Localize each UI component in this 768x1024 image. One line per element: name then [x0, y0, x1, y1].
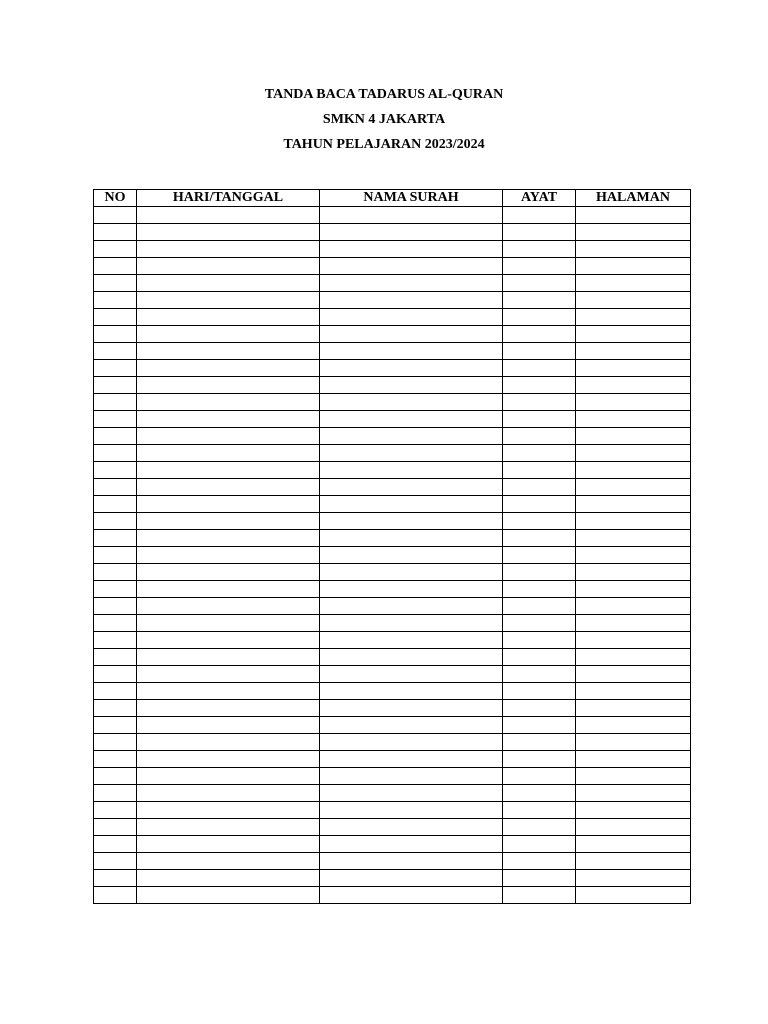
cell-surah[interactable] — [320, 700, 503, 717]
cell-no[interactable] — [94, 411, 137, 428]
cell-surah[interactable] — [320, 785, 503, 802]
cell-ayat[interactable] — [503, 462, 576, 479]
cell-surah[interactable] — [320, 717, 503, 734]
cell-no[interactable] — [94, 445, 137, 462]
cell-date[interactable] — [137, 751, 320, 768]
document-title: TANDA BACA TADARUS AL-QURAN — [264, 87, 504, 102]
column-header-date: HARI/TANGGAL — [137, 190, 320, 207]
cell-surah[interactable] — [320, 853, 503, 870]
cell-surah[interactable] — [320, 887, 503, 904]
cell-ayat[interactable] — [503, 785, 576, 802]
cell-date[interactable] — [137, 649, 320, 666]
cell-page[interactable] — [576, 649, 691, 666]
cell-surah[interactable] — [320, 683, 503, 700]
cell-date[interactable] — [137, 428, 320, 445]
cell-surah[interactable] — [320, 326, 503, 343]
cell-date[interactable] — [137, 292, 320, 309]
cell-no[interactable] — [94, 309, 137, 326]
cell-surah[interactable] — [320, 445, 503, 462]
table-row — [94, 802, 691, 819]
table-row — [94, 292, 691, 309]
cell-page[interactable] — [576, 751, 691, 768]
cell-page[interactable] — [576, 411, 691, 428]
cell-surah[interactable] — [320, 564, 503, 581]
cell-date[interactable] — [137, 853, 320, 870]
cell-surah[interactable] — [320, 802, 503, 819]
table-row — [94, 207, 691, 224]
cell-ayat[interactable] — [503, 870, 576, 887]
cell-ayat[interactable] — [503, 394, 576, 411]
cell-page[interactable] — [576, 360, 691, 377]
cell-page[interactable] — [576, 785, 691, 802]
table-row — [94, 666, 691, 683]
table-row — [94, 360, 691, 377]
cell-date[interactable] — [137, 887, 320, 904]
cell-ayat[interactable] — [503, 649, 576, 666]
table-row — [94, 853, 691, 870]
table-row — [94, 598, 691, 615]
cell-surah[interactable] — [320, 394, 503, 411]
cell-ayat[interactable] — [503, 479, 576, 496]
cell-no[interactable] — [94, 700, 137, 717]
cell-no[interactable] — [94, 547, 137, 564]
cell-no[interactable] — [94, 428, 137, 445]
cell-surah[interactable] — [320, 258, 503, 275]
cell-surah[interactable] — [320, 343, 503, 360]
cell-page[interactable] — [576, 734, 691, 751]
cell-ayat[interactable] — [503, 853, 576, 870]
cell-ayat[interactable] — [503, 411, 576, 428]
cell-no[interactable] — [94, 530, 137, 547]
cell-ayat[interactable] — [503, 802, 576, 819]
cell-ayat[interactable] — [503, 428, 576, 445]
cell-no[interactable] — [94, 683, 137, 700]
cell-no[interactable] — [94, 717, 137, 734]
cell-surah[interactable] — [320, 275, 503, 292]
cell-surah[interactable] — [320, 615, 503, 632]
cell-date[interactable] — [137, 564, 320, 581]
cell-page[interactable] — [576, 683, 691, 700]
cell-ayat[interactable] — [503, 819, 576, 836]
cell-ayat[interactable] — [503, 887, 576, 904]
cell-ayat[interactable] — [503, 309, 576, 326]
table-row — [94, 530, 691, 547]
cell-ayat[interactable] — [503, 836, 576, 853]
cell-ayat[interactable] — [503, 632, 576, 649]
cell-date[interactable] — [137, 513, 320, 530]
cell-date[interactable] — [137, 309, 320, 326]
cell-no[interactable] — [94, 581, 137, 598]
cell-date[interactable] — [137, 479, 320, 496]
cell-ayat[interactable] — [503, 377, 576, 394]
cell-page[interactable] — [576, 717, 691, 734]
cell-surah[interactable] — [320, 649, 503, 666]
cell-no[interactable] — [94, 462, 137, 479]
cell-page[interactable] — [576, 666, 691, 683]
cell-no[interactable] — [94, 853, 137, 870]
cell-no[interactable] — [94, 258, 137, 275]
column-header-page: HALAMAN — [576, 190, 691, 207]
cell-ayat[interactable] — [503, 547, 576, 564]
table-row — [94, 241, 691, 258]
column-header-ayat: AYAT — [503, 190, 576, 207]
cell-no[interactable] — [94, 394, 137, 411]
table-row — [94, 717, 691, 734]
cell-page[interactable] — [576, 479, 691, 496]
cell-date[interactable] — [137, 802, 320, 819]
academic-year: TAHUN PELAJARAN 2023/2024 — [283, 137, 485, 152]
cell-page[interactable] — [576, 581, 691, 598]
cell-page[interactable] — [576, 292, 691, 309]
cell-surah[interactable] — [320, 734, 503, 751]
cell-surah[interactable] — [320, 428, 503, 445]
cell-ayat[interactable] — [503, 751, 576, 768]
cell-surah[interactable] — [320, 666, 503, 683]
cell-ayat[interactable] — [503, 530, 576, 547]
cell-date[interactable] — [137, 224, 320, 241]
cell-no[interactable] — [94, 513, 137, 530]
cell-date[interactable] — [137, 275, 320, 292]
cell-date[interactable] — [137, 343, 320, 360]
cell-surah[interactable] — [320, 751, 503, 768]
cell-page[interactable] — [576, 241, 691, 258]
table-row — [94, 479, 691, 496]
cell-ayat[interactable] — [503, 513, 576, 530]
cell-page[interactable] — [576, 836, 691, 853]
cell-page[interactable] — [576, 632, 691, 649]
cell-surah[interactable] — [320, 224, 503, 241]
cell-ayat[interactable] — [503, 564, 576, 581]
cell-no[interactable] — [94, 666, 137, 683]
cell-page[interactable] — [576, 496, 691, 513]
cell-no[interactable] — [94, 768, 137, 785]
cell-date[interactable] — [137, 530, 320, 547]
cell-surah[interactable] — [320, 632, 503, 649]
cell-surah[interactable] — [320, 598, 503, 615]
cell-ayat[interactable] — [503, 615, 576, 632]
cell-no[interactable] — [94, 598, 137, 615]
table-row — [94, 445, 691, 462]
cell-page[interactable] — [576, 377, 691, 394]
cell-page[interactable] — [576, 513, 691, 530]
cell-page[interactable] — [576, 258, 691, 275]
cell-no[interactable] — [94, 275, 137, 292]
table-row — [94, 581, 691, 598]
cell-page[interactable] — [576, 224, 691, 241]
cell-ayat[interactable] — [503, 496, 576, 513]
cell-date[interactable] — [137, 785, 320, 802]
cell-ayat[interactable] — [503, 700, 576, 717]
cell-no[interactable] — [94, 751, 137, 768]
cell-ayat[interactable] — [503, 326, 576, 343]
cell-surah[interactable] — [320, 411, 503, 428]
cell-date[interactable] — [137, 768, 320, 785]
cell-date[interactable] — [137, 241, 320, 258]
table-row — [94, 751, 691, 768]
cell-date[interactable] — [137, 666, 320, 683]
cell-surah[interactable] — [320, 241, 503, 258]
cell-ayat[interactable] — [503, 445, 576, 462]
cell-surah[interactable] — [320, 768, 503, 785]
cell-page[interactable] — [576, 598, 691, 615]
cell-surah[interactable] — [320, 479, 503, 496]
cell-date[interactable] — [137, 547, 320, 564]
table-row — [94, 683, 691, 700]
table-row — [94, 309, 691, 326]
cell-surah[interactable] — [320, 496, 503, 513]
cell-date[interactable] — [137, 258, 320, 275]
cell-ayat[interactable] — [503, 343, 576, 360]
cell-no[interactable] — [94, 802, 137, 819]
cell-date[interactable] — [137, 683, 320, 700]
cell-page[interactable] — [576, 802, 691, 819]
table-row — [94, 377, 691, 394]
cell-no[interactable] — [94, 836, 137, 853]
cell-no[interactable] — [94, 870, 137, 887]
cell-surah[interactable] — [320, 309, 503, 326]
cell-no[interactable] — [94, 224, 137, 241]
table-row — [94, 513, 691, 530]
cell-surah[interactable] — [320, 819, 503, 836]
cell-date[interactable] — [137, 394, 320, 411]
cell-page[interactable] — [576, 768, 691, 785]
cell-no[interactable] — [94, 292, 137, 309]
cell-date[interactable] — [137, 496, 320, 513]
cell-page[interactable] — [576, 819, 691, 836]
cell-page[interactable] — [576, 615, 691, 632]
cell-no[interactable] — [94, 360, 137, 377]
table-row — [94, 887, 691, 904]
cell-surah[interactable] — [320, 207, 503, 224]
cell-ayat[interactable] — [503, 224, 576, 241]
table-row — [94, 615, 691, 632]
table-row — [94, 224, 691, 241]
cell-date[interactable] — [137, 411, 320, 428]
table-row — [94, 700, 691, 717]
cell-no[interactable] — [94, 479, 137, 496]
table-header-row — [94, 190, 691, 207]
cell-date[interactable] — [137, 734, 320, 751]
cell-date[interactable] — [137, 632, 320, 649]
cell-date[interactable] — [137, 700, 320, 717]
table-row — [94, 870, 691, 887]
cell-surah[interactable] — [320, 547, 503, 564]
cell-ayat[interactable] — [503, 683, 576, 700]
table-row — [94, 649, 691, 666]
cell-page[interactable] — [576, 275, 691, 292]
cell-surah[interactable] — [320, 462, 503, 479]
cell-date[interactable] — [137, 445, 320, 462]
table-row — [94, 411, 691, 428]
table-body — [94, 207, 691, 904]
table-row — [94, 496, 691, 513]
table-row — [94, 258, 691, 275]
table-row — [94, 564, 691, 581]
cell-page[interactable] — [576, 445, 691, 462]
cell-page[interactable] — [576, 343, 691, 360]
table-row — [94, 428, 691, 445]
cell-surah[interactable] — [320, 513, 503, 530]
cell-ayat[interactable] — [503, 768, 576, 785]
cell-page[interactable] — [576, 887, 691, 904]
cell-date[interactable] — [137, 207, 320, 224]
cell-no[interactable] — [94, 734, 137, 751]
document-header — [0, 86, 768, 161]
table-row — [94, 768, 691, 785]
cell-ayat[interactable] — [503, 275, 576, 292]
cell-no[interactable] — [94, 564, 137, 581]
cell-surah[interactable] — [320, 581, 503, 598]
cell-surah[interactable] — [320, 836, 503, 853]
table-row — [94, 547, 691, 564]
table-row — [94, 819, 691, 836]
table-row — [94, 394, 691, 411]
cell-page[interactable] — [576, 309, 691, 326]
cell-surah[interactable] — [320, 292, 503, 309]
cell-ayat[interactable] — [503, 666, 576, 683]
tadarus-log-table — [93, 189, 691, 904]
cell-ayat[interactable] — [503, 598, 576, 615]
cell-page[interactable] — [576, 700, 691, 717]
cell-page[interactable] — [576, 530, 691, 547]
table-row — [94, 785, 691, 802]
cell-no[interactable] — [94, 785, 137, 802]
cell-date[interactable] — [137, 819, 320, 836]
cell-date[interactable] — [137, 615, 320, 632]
cell-page[interactable] — [576, 564, 691, 581]
cell-surah[interactable] — [320, 870, 503, 887]
cell-date[interactable] — [137, 462, 320, 479]
cell-page[interactable] — [576, 462, 691, 479]
cell-date[interactable] — [137, 598, 320, 615]
cell-ayat[interactable] — [503, 258, 576, 275]
cell-no[interactable] — [94, 887, 137, 904]
cell-surah[interactable] — [320, 530, 503, 547]
column-header-no: NO — [94, 190, 137, 207]
cell-surah[interactable] — [320, 377, 503, 394]
cell-page[interactable] — [576, 870, 691, 887]
cell-no[interactable] — [94, 207, 137, 224]
cell-no[interactable] — [94, 649, 137, 666]
table-row — [94, 462, 691, 479]
table-row — [94, 343, 691, 360]
cell-date[interactable] — [137, 870, 320, 887]
table-row — [94, 275, 691, 292]
cell-ayat[interactable] — [503, 360, 576, 377]
cell-date[interactable] — [137, 836, 320, 853]
table-row — [94, 836, 691, 853]
cell-date[interactable] — [137, 581, 320, 598]
cell-date[interactable] — [137, 326, 320, 343]
table-row — [94, 734, 691, 751]
cell-no[interactable] — [94, 496, 137, 513]
cell-no[interactable] — [94, 819, 137, 836]
cell-no[interactable] — [94, 326, 137, 343]
table-row — [94, 326, 691, 343]
cell-ayat[interactable] — [503, 717, 576, 734]
cell-date[interactable] — [137, 717, 320, 734]
cell-page[interactable] — [576, 326, 691, 343]
cell-page[interactable] — [576, 853, 691, 870]
cell-ayat[interactable] — [503, 241, 576, 258]
cell-page[interactable] — [576, 547, 691, 564]
cell-no[interactable] — [94, 632, 137, 649]
cell-date[interactable] — [137, 377, 320, 394]
cell-page[interactable] — [576, 207, 691, 224]
table-row — [94, 632, 691, 649]
cell-page[interactable] — [576, 394, 691, 411]
cell-no[interactable] — [94, 377, 137, 394]
cell-ayat[interactable] — [503, 207, 576, 224]
cell-ayat[interactable] — [503, 292, 576, 309]
cell-ayat[interactable] — [503, 581, 576, 598]
cell-no[interactable] — [94, 615, 137, 632]
column-header-surah: NAMA SURAH — [320, 190, 503, 207]
cell-ayat[interactable] — [503, 734, 576, 751]
cell-date[interactable] — [137, 360, 320, 377]
cell-no[interactable] — [94, 241, 137, 258]
cell-surah[interactable] — [320, 360, 503, 377]
school-name: SMKN 4 JAKARTA — [322, 112, 446, 127]
cell-no[interactable] — [94, 343, 137, 360]
cell-page[interactable] — [576, 428, 691, 445]
